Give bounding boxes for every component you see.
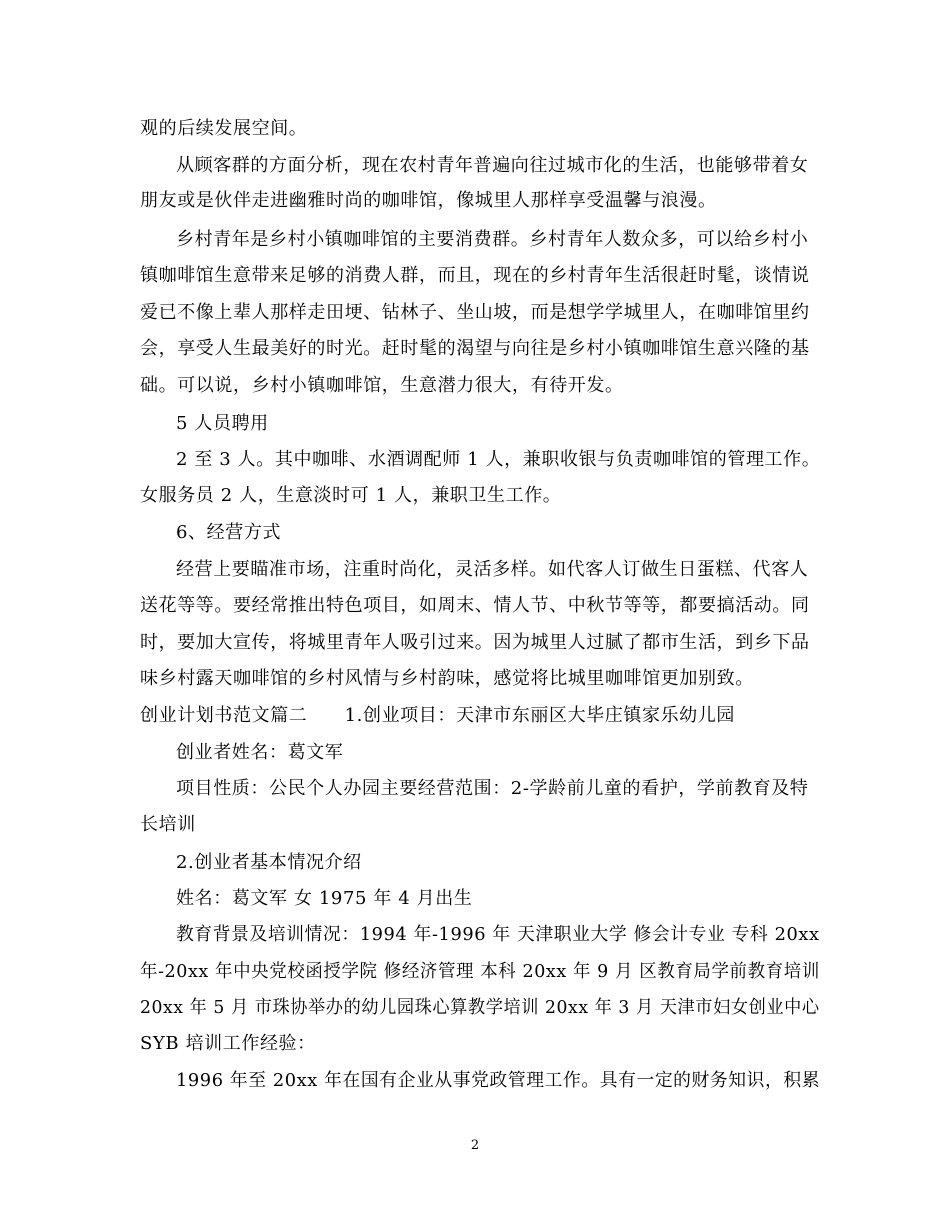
text-line: 镇咖啡馆生意带来足够的消费人群，而且，现在的乡村青年生活很赶时髦，谈情说 bbox=[140, 265, 810, 286]
text-line: 姓名：葛文军 女 1975 年 4 月出生 bbox=[176, 888, 473, 909]
section-heading: 创业计划书范文篇二 1.创业项目：天津市东丽区大毕庄镇家乐幼儿园 bbox=[140, 705, 735, 726]
text-line: 2 至 3 人。其中咖啡、水酒调配师 1 人，兼职收银与负责咖啡馆的管理工作。 bbox=[176, 449, 821, 470]
text-line: 20xx 年 5 月 市珠协举办的幼儿园珠心算教学培训 20xx 年 3 月 天津市妇女创业中心 bbox=[140, 997, 820, 1018]
text-line: 础。可以说，乡村小镇咖啡馆，生意潜力很大，有待开发。 bbox=[140, 375, 624, 396]
text-line: 味乡村露天咖啡馆的乡村风情与乡村韵味，感觉将比城里咖啡馆更加别致。 bbox=[140, 668, 754, 689]
text-line: 观的后续发展空间。 bbox=[140, 118, 308, 139]
text-line: 会，享受人生最美好的时光。赶时髦的渴望与向往是乡村小镇咖啡馆生意兴隆的基 bbox=[140, 338, 810, 359]
text-line: 长培训 bbox=[140, 814, 196, 835]
text-line: 1996 年至 20xx 年在国有企业从事党政管理工作。具有一定的财务知识，积累 bbox=[176, 1070, 821, 1091]
text-line: 项目性质：公民个人办园主要经营范围：2-学龄前儿童的看护，学前教育及特 bbox=[176, 778, 809, 799]
section-heading: 2.创业者基本情况介绍 bbox=[176, 852, 362, 873]
text-line: SYB 培训工作经验： bbox=[140, 1033, 316, 1054]
text-line: 时，要加大宣传，将城里青年人吸引过来。因为城里人过腻了都市生活，到乡下品 bbox=[140, 632, 810, 653]
text-line: 送花等等。要经常推出特色项目，如周末、情人节、中秋节等等，都要搞活动。同 bbox=[140, 595, 810, 616]
page-number: 2 bbox=[470, 1138, 480, 1153]
text-line: 朋友或是伙伴走进幽雅时尚的咖啡馆，像城里人那样享受温馨与浪漫。 bbox=[140, 190, 717, 211]
text-line: 年-20xx 年中央党校函授学院 修经济管理 本科 20xx 年 9 月 区教育局学前教育培训 bbox=[140, 961, 820, 982]
text-line: 经营上要瞄准市场，注重时尚化，灵活多样。如代客人订做生日蛋糕、代客人 bbox=[176, 559, 809, 580]
section-heading: 5 人员聘用 bbox=[176, 413, 269, 434]
section-heading: 6、经营方式 bbox=[176, 522, 282, 543]
text-line: 创业者姓名：葛文军 bbox=[176, 742, 344, 763]
text-line: 乡村青年是乡村小镇咖啡馆的主要消费群。乡村青年人数众多，可以给乡村小 bbox=[176, 229, 809, 250]
text-line: 教育背景及培训情况：1994 年-1996 年 天津职业大学 修会计专业 专科 20xx bbox=[176, 924, 820, 945]
text-line: 女服务员 2 人，生意淡时可 1 人，兼职卫生工作。 bbox=[140, 485, 562, 506]
text-line: 爱已不像上辈人那样走田埂、钻林子、坐山坡，而是想学学城里人，在咖啡馆里约 bbox=[140, 302, 810, 323]
text-line: 从顾客群的方面分析，现在农村青年普遍向往过城市化的生活，也能够带着女 bbox=[176, 155, 809, 176]
